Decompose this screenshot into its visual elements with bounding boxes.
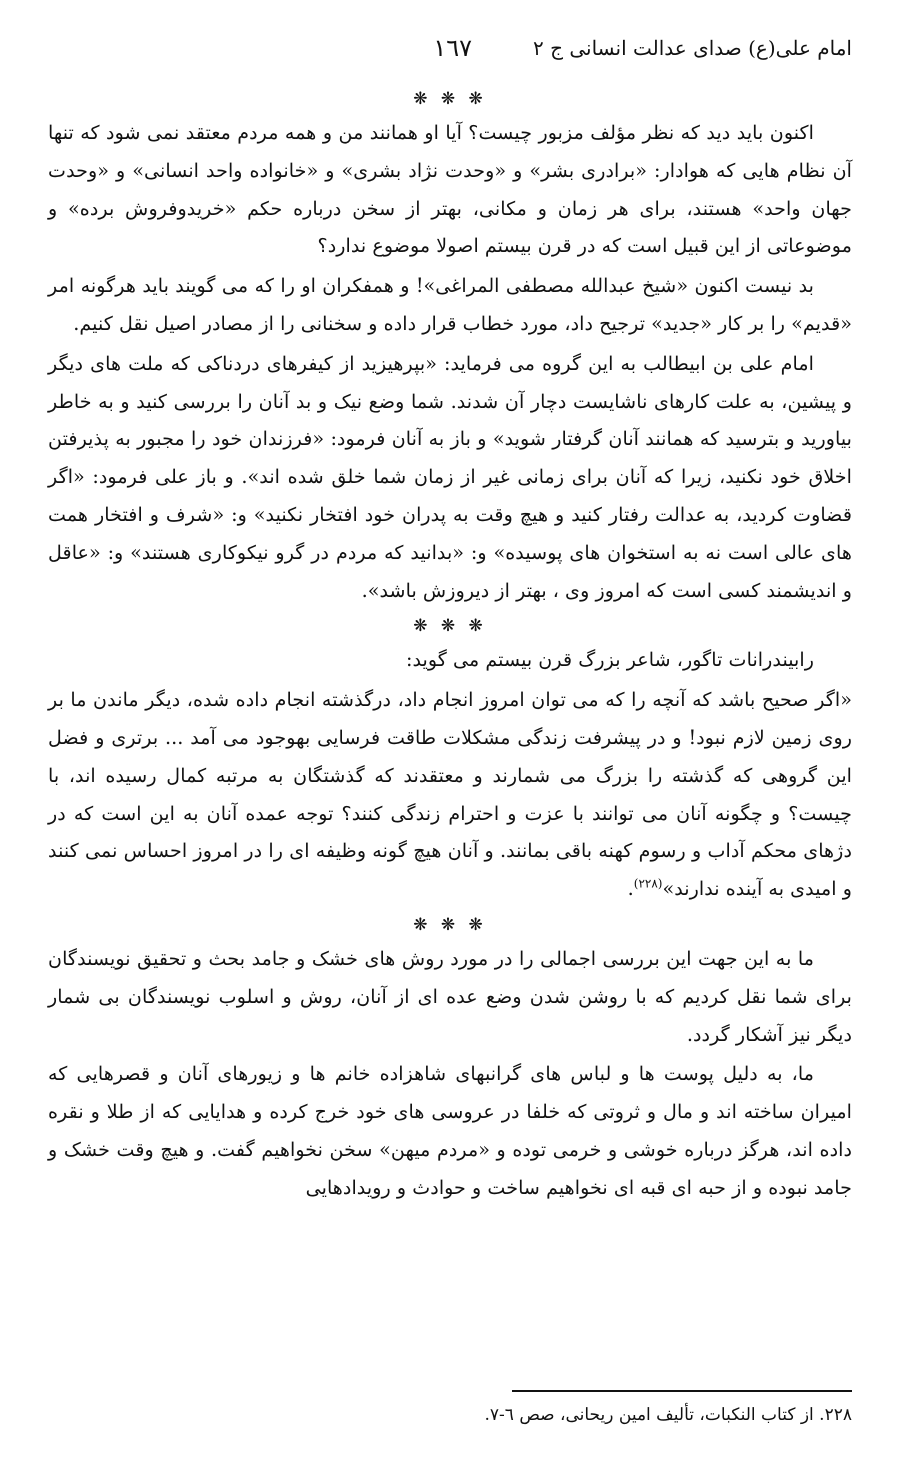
quote-end-punctuation: . <box>627 877 634 901</box>
paragraph-1: اکنون باید دید که نظر مؤلف مزبور چیست؟ آیا او همانند من و همه مردم معتقد نمی شود که تنها آن نظام هایی که هوادار: «برادری بشر» و «وحدت نژاد بشری» و «خانواده واحد انسانی» و «وحدت جهان واحد» هستند، برای هر زمان و مکانی، بهتر از سخن درباره حکم «خریدوفروش برده» و موضوعاتی از این قبیل است که در قرن بیستم اصولا موضوع ندارد؟ <box>48 121 852 258</box>
section-separator: ❋ ❋ ❋ <box>413 89 487 109</box>
footnote-reference: (۲۲۸) <box>633 876 663 891</box>
section-separator: ❋ ❋ ❋ <box>413 616 487 637</box>
paragraph-4: رابیندرانات تاگور، شاعر بزرگ قرن بیستم می گوید: <box>406 648 814 672</box>
page-number: ۱٦۷ <box>433 34 472 62</box>
book-title: امام علی(ع) صدای عدالت انسانی ج ۲ <box>532 36 852 60</box>
paragraph-2: بد نیست اکنون «شیخ عبدالله مصطفی المراغی»! و همفکران او را که می گویند باید هرگونه امر «قدیم» را بر کار «جدید» ترجیح داد، مورد خطاب قرار داده و سخنانی را از مصادر اصیل نقل کنیم. <box>48 274 852 335</box>
footnote: ۲۲۸. از کتاب النکبات، تألیف امین ریحانی، صص ٦-۷. <box>484 1405 852 1425</box>
paragraph-6: ما به این جهت این بررسی اجمالی را در مورد روش های خشک و جامد بحث و تحقیق نویسندگان برای شما نقل کردیم که با روشن شدن وضع عده ای از آنان، روش و اسلوب نویسندگان بی شمار دیگر نیز آشکار گردد. <box>48 946 852 1046</box>
paragraph-7: ما، به دلیل پوست ها و لباس های گرانبهای شاهزاده خانم ها و زیورهای آنان و قصرهایی که امیران ساخته اند و مال و ثروتی که خلفا در عروسی های خود خرج کرده و هدایایی که از طلا و نقره داده اند، هرگز درباره خوشی و خرمی توده و «مردم میهن» سخن نخواهیم گفت. و هیچ وقت خشک و جامد نبوده و از حبه ای قبه ای نخواهیم ساخت و حوادث و رویدادهایی <box>48 1062 852 1199</box>
document-page <box>48 0 852 1479</box>
body-text <box>48 84 852 1209</box>
quote-paragraph <box>48 681 852 908</box>
running-header <box>48 36 852 66</box>
section-separator: ❋ ❋ ❋ <box>413 914 487 935</box>
quote-text: «اگر صحیح باشد که آنچه را که می توان امروز انجام داد، درگذشته انجام داده شده، دیگر ماندن ما بر روی زمین لازم نبود! و در پیشرفت زندگی مشکلات طاقت فرسایی بهوجود می آمد ... برتری و فضل این گروهی که گذشته را بزرگ می شمارند و معتقدند که گذشتگان به مرتبه کمال رسیده اند، با چیست؟ و چگونه آنان می توانند با عزت و احترام زندگی کنند؟ توجه عمده آنان به این است که در دژهای محکم آداب و رسوم کهنه باقی بمانند. و آنان هیچ گونه وظیفه ای را در امروز احساس نمی کنند و امیدی به آینده ندارند» <box>48 688 852 901</box>
footnote-divider <box>512 1390 852 1392</box>
paragraph-3: امام علی بن ابیطالب به این گروه می فرماید: «بپرهیزید از کیفرهای دردناکی که ملت های دیگر و پیشین، به علت کارهای ناشایست دچار آن شدند. شما وضع نیک و بد آنان را بررسی کنید و به خاطر بیاورید و بترسید که همانند آنان گرفتار شوید» و باز به آنان فرمود: «فرزندان خود را مجبور به پذیرفتن اخلاق خود نکنید، زیرا که آنان برای زمانی غیر از زمان شما خلق شده اند». و باز علی فرمود: «اگر قضاوت کردید، به عدالت رفتار کنید و هیچ وقت به پدران خود افتخار نکنید» و: «شرف و افتخار همت های عالی است نه به استخوان های پوسیده» و: «بدانید که مردم در گرو نیکوکاری هستند» و: «عاقل و اندیشمند کسی است که امروز وی ، بهتر از دیروزش باشد». <box>48 351 853 602</box>
